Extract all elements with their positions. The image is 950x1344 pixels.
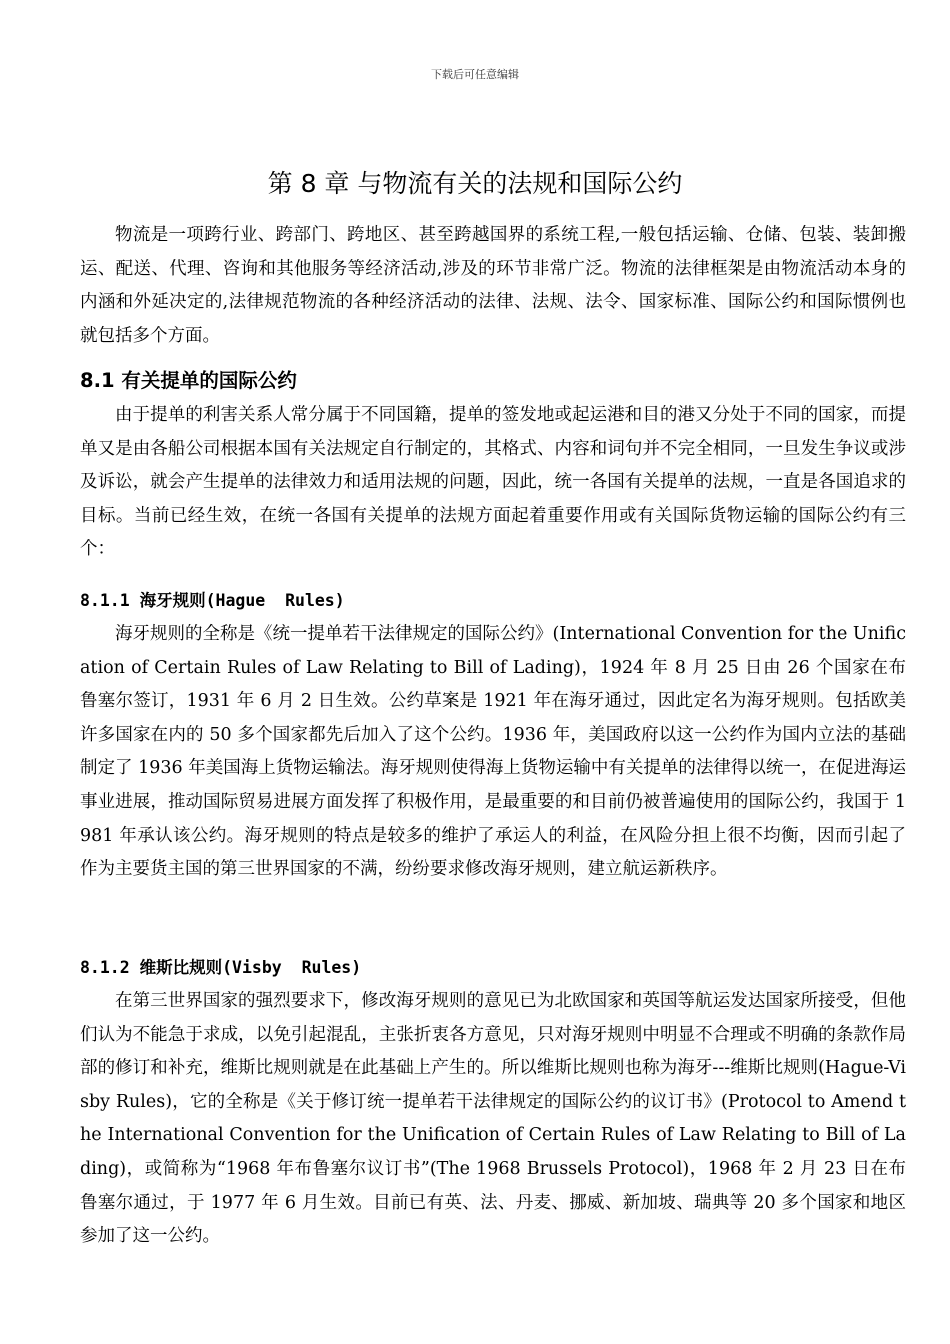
chapter-title: 第 8 章 与物流有关的法规和国际公约 <box>267 169 683 198</box>
section-8-1-2-paragraph: 在第三世界国家的强烈要求下，修改海牙规则的意见已为北欧国家和英国等航运发达国家所接受，但他们认为不能急于求成，以免引起混乱，主张折衷各方意见，只对海牙规则中明显不合理或不明确的条款作局部的修订和补充，维斯比规则就是在此基础上产生的。所以维斯比规则也称为海牙---维斯比规则(Hague-Visby Rules)，它的全称是《关于修订统一提单若干法律规定的国际公约的议订书》(Protocol to Amend the International Convention for the Unification of Certain Rules of Law Relating to Bill of Lading)，或简称为“1968 年布鲁塞尔议订书”(The 1968 Brussels Protocol)，1968 年 2 月 23 日在布鲁塞尔通过，于 1977 年 6 月生效。目前已有英、法、丹麦、挪威、新加坡、瑞典等 20 多个国家和地区参加了这一公约。 <box>80 991 906 1247</box>
section-8-1-2-heading: 8.1.2 维斯比规则(Visby Rules) <box>80 958 362 977</box>
intro-paragraph: 物流是一项跨行业、跨部门、跨地区、甚至跨越国界的系统工程,一般包括运输、仓储、包装、装卸搬运、配送、代理、咨询和其他服务等经济活动,涉及的环节非常广泛。物流的法律框架是由物流活动本身的内涵和外延决定的,法律规范物流的各种经济活动的法律、法规、法令、国家标准、国际公约和国际惯例也就包括多个方面。 <box>80 225 906 346</box>
section-8-1-1-heading: 8.1.1 海牙规则(Hague Rules) <box>80 591 345 610</box>
section-8-1-heading: 8.1 有关提单的国际公约 <box>80 369 297 392</box>
page-header-note: 下载后可任意编辑 <box>431 68 519 81</box>
section-8-1-1-paragraph: 海牙规则的全称是《统一提单若干法律规定的国际公约》(International Convention for the Unification of Certain Rules of Law Relating to Bill of Lading)，1924 年 8 月 25 日由 26 个国家在布鲁塞尔签订，1931 年 6 月 2 日生效。公约草案是 1921 年在海牙通过，因此定名为海牙规则。包括欧美许多国家在内的 50 多个国家都先后加入了这个公约。1936 年，美国政府以这一公约作为国内立法的基础制定了 1936 年美国海上货物运输法。海牙规则使得海上货物运输中有关提单的法律得以统一，在促进海运事业进展，推动国际贸易进展方面发挥了积极作用，是最重要的和目前仍被普遍使用的国际公约，我国于 1981 年承认该公约。海牙规则的特点是较多的维护了承运人的利益，在风险分担上很不均衡，因而引起了作为主要货主国的第三世界国家的不满，纷纷要求修改海牙规则，建立航运新秩序。 <box>80 624 906 880</box>
section-8-1-paragraph: 由于提单的利害关系人常分属于不同国籍，提单的签发地或起运港和目的港又分处于不同的国家，而提单又是由各船公司根据本国有关法规定自行制定的，其格式、内容和词句并不完全相同，一旦发生争议或涉及诉讼，就会产生提单的法律效力和适用法规的问题，因此，统一各国有关提单的法规，一直是各国追求的目标。当前已经生效，在统一各国有关提单的法规方面起着重要作用或有关国际货物运输的国际公约有三个： <box>80 405 906 560</box>
